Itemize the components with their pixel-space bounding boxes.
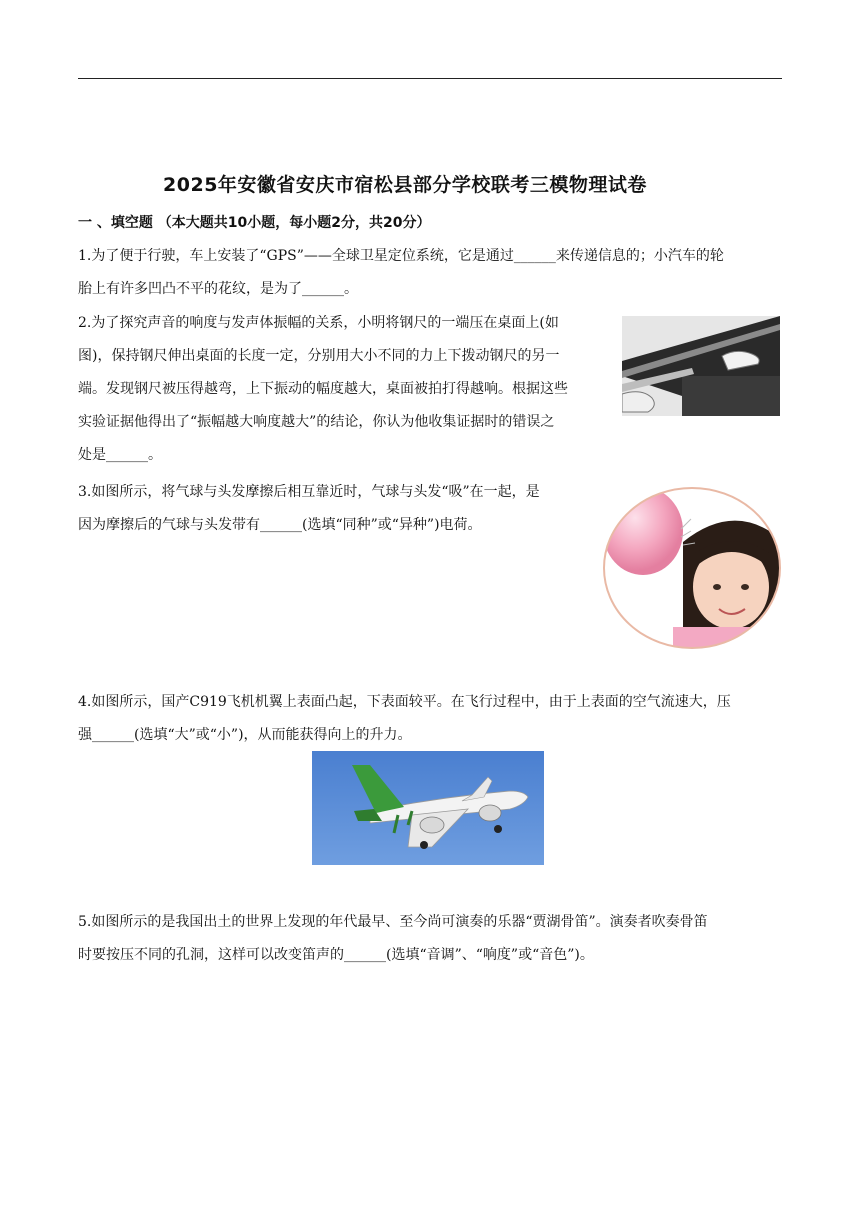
question-1-line-2: 胎上有许多凹凸不平的花纹，是为了______。 — [78, 281, 358, 297]
question-2-line-1: 2.为了探究声音的响度与发声体振幅的关系，小明将钢尺的一端压在桌面上(如 — [78, 315, 559, 331]
question-5-line-1: 5.如图所示的是我国出土的世界上发现的年代最早、至今尚可演奏的乐器“贾湖骨笛”。演奏者吹奏骨笛 — [78, 914, 708, 930]
header-rule — [78, 78, 782, 79]
question-2-line-2: 图)，保持钢尺伸出桌面的长度一定，分别用大小不同的力上下拨动钢尺的另一 — [78, 348, 560, 364]
question-3-line-2: 因为摩擦后的气球与头发带有______(选填“同种”或“异种”)电荷。 — [78, 517, 482, 533]
question-3-line-1: 3.如图所示，将气球与头发摩擦后相互靠近时，气球与头发“吸”在一起，是 — [78, 484, 540, 500]
page-title: 2025年安徽省安庆市宿松县部分学校联考三模物理试卷 — [163, 174, 647, 196]
question-2 — [78, 307, 608, 472]
question-2-line-3: 端。发现钢尺被压得越弯，上下振动的幅度越大，桌面被拍打得越响。根据这些 — [78, 381, 568, 397]
question-2-line-5: 处是______。 — [78, 447, 162, 463]
question-4-line-1: 4.如图所示，国产C919飞机机翼上表面凸起，下表面较平。在飞行过程中，由于上表面的空气流速大，压 — [78, 694, 731, 710]
question-4 — [78, 686, 782, 752]
balloon-girl-figure — [603, 487, 781, 649]
question-4-line-2: 强______(选填“大”或“小”)，从而能获得向上的升力。 — [78, 727, 412, 743]
question-1-line-1: 1.为了便于行驶，车上安装了“GPS”——全球卫星定位系统，它是通过______来传递信息的；小汽车的轮 — [78, 248, 724, 264]
airplane-figure — [312, 751, 544, 865]
section-heading: 一 、填空题 （本大题共10小题，每小题2分，共20分） — [78, 215, 431, 231]
ruler-figure — [622, 316, 780, 416]
question-5-line-2: 时要按压不同的孔洞，这样可以改变笛声的______(选填“音调”、“响度”或“音色”)。 — [78, 947, 594, 963]
question-3 — [78, 476, 608, 542]
question-5 — [78, 906, 782, 972]
question-1 — [78, 240, 782, 306]
question-2-line-4: 实验证据他得出了“振幅越大响度越大”的结论，你认为他收集证据时的错误之 — [78, 414, 555, 430]
